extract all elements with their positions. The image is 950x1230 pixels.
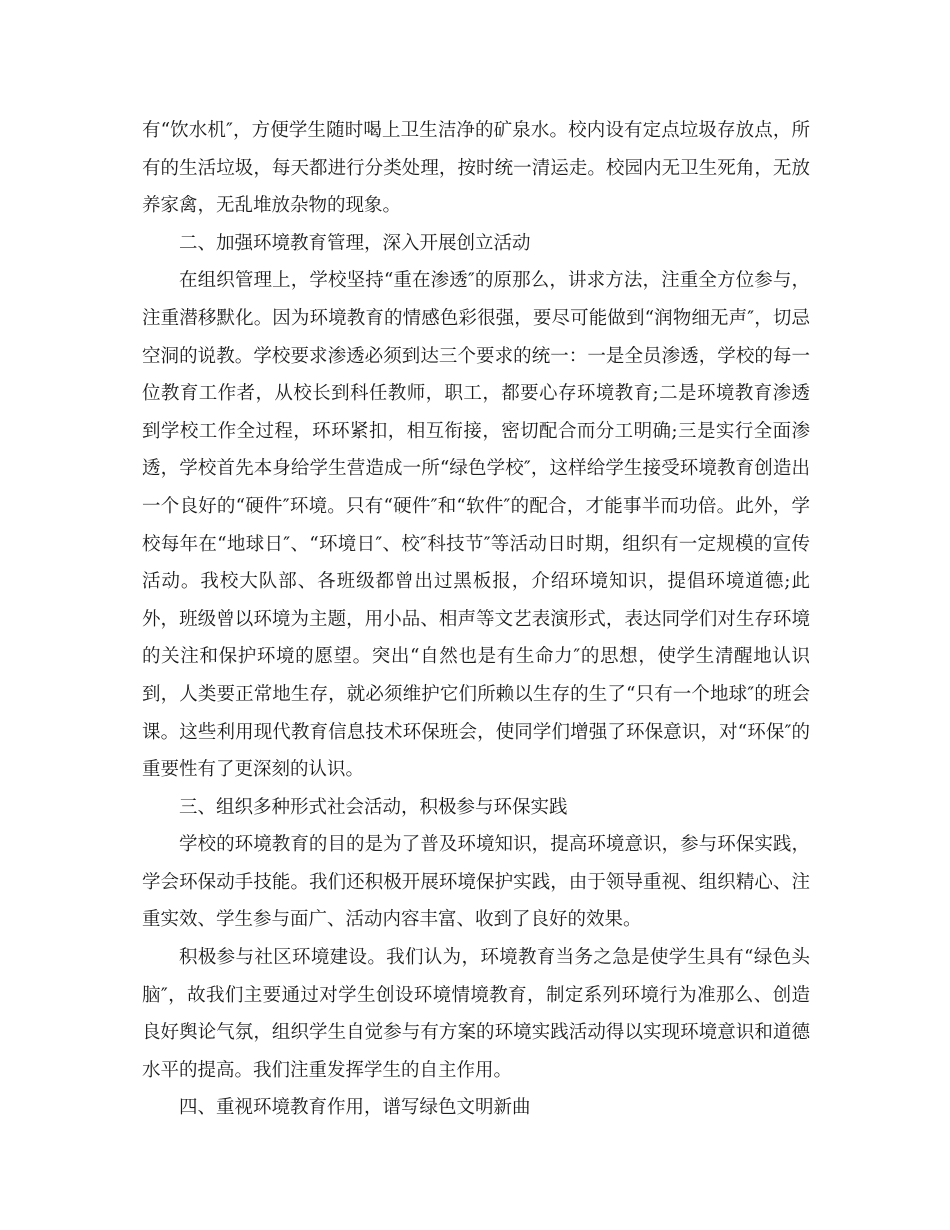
paragraph: 在组织管理上，学校坚持“重在渗透″的原那么，讲求方法，注重全方位参与，注重潜移默化。因为环境教育的情感色彩很强，要尽可能做到“润物细无声″，切忌空洞的说教。学校要求渗透必须到达三个要求的统一：一是全员渗透，学校的每一位教育工作者，从校长到科任教师，职工，都要心存环境教育;二是环境教育渗透到学校工作全过程，环环紧扣，相互衔接，密切配合而分工明确;三是实行全面渗透，学校首先本身给学生营造成一所“绿色学校″，这样给学生接受环境教育创造出一个良好的“硬件″环境。只有“硬件″和“软件″的配合，才能事半而功倍。此外，学校每年在“地球日″、“环境日″、校″科技节″等活动日时期，组织有一定规模的宣传活动。我校大队部、各班级都曾出过黑板报，介绍环境知识，提倡环境道德;此外，班级曾以环境为主题，用小品、相声等文艺表演形式，表达同学们对生存环境的关注和保护环境的愿望。突出“自然也是有生命力″的思想，使学生清醒地认识到，人类要正常地生存，就必须维护它们所赖以生存的生了“只有一个地球″的班会课。这些利用现代教育信息技术环保班会，使同学们增强了环保意识，对“环保″的重要性有了更深刻的认识。 [142, 270, 810, 781]
section-heading-4: 四、重视环境教育作用，谱写绿色文明新曲 [179, 1097, 531, 1119]
paragraph-continued: 有“饮水机″，方便学生随时喝上卫生洁净的矿泉水。校内设有定点垃圾存放点，所有的生活垃圾，每天都进行分类处理，按时统一清运走。校园内无卫生死角，无放养家禽，无乱堆放杂物的现象。 [142, 120, 810, 217]
paragraph: 积极参与社区环境建设。我们认为，环境教育当务之急是使学生具有“绿色头脑″，故我们主要通过对学生创设环境情境教育，制定系列环境行为准那么、创造良好舆论气氛，组织学生自觉参与有方案的环境实践活动得以实现环境意识和道德水平的提高。我们注重发挥学生的自主作用。 [142, 947, 810, 1081]
section-heading-2: 二、加强环境教育管理，深入开展创立活动 [179, 232, 531, 254]
document-body [142, 112, 810, 1127]
paragraph: 学校的环境教育的目的是为了普及环境知识，提高环境意识，参与环保实践，学会环保动手技能。我们还积极开展环境保护实践，由于领导重视、组织精心、注重实效、学生参与面广、活动内容丰富、收到了良好的效果。 [142, 834, 810, 931]
section-heading-3: 三、组织多种形式社会活动，积极参与环保实践 [179, 796, 568, 818]
